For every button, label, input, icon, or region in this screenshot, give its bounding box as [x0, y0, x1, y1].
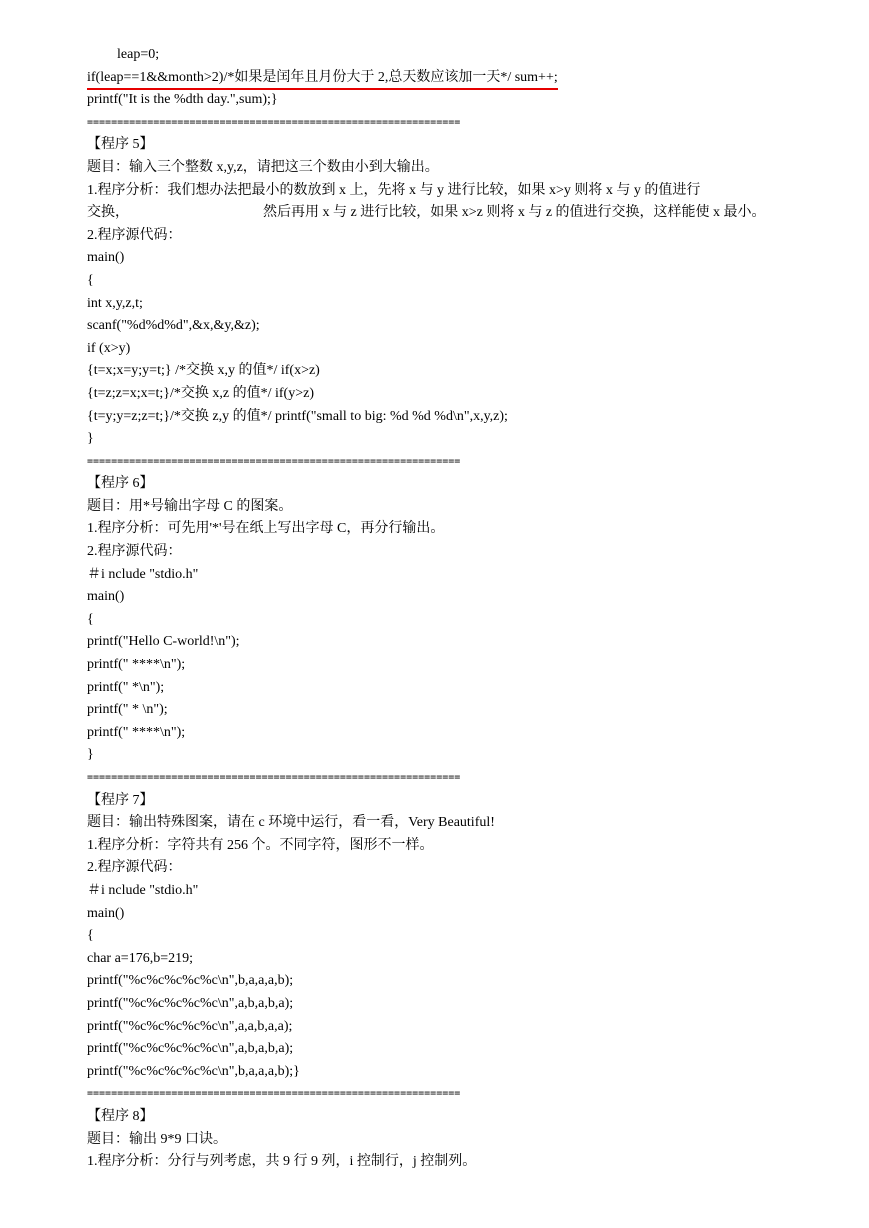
- code-line: printf("%c%c%c%c%c\n",b,a,a,a,b);}: [87, 1063, 300, 1079]
- analysis-text-part: 交换，: [87, 205, 129, 221]
- code-line: main(): [87, 905, 125, 921]
- code-line: printf("%c%c%c%c%c\n",b,a,a,a,b);: [87, 973, 294, 989]
- problem-statement: 题目：用*号输出字母 C 的图案。: [87, 498, 293, 514]
- source-heading: 2.程序源代码：: [87, 544, 182, 560]
- code-line: main(): [87, 250, 125, 266]
- code-line: }: [87, 431, 94, 447]
- analysis-text: 1.程序分析：我们想办法把最小的数放到 x 上，先将 x 与 y 进行比较，如果 x>y 则将 x 与 y 的值进行: [87, 182, 701, 198]
- section-heading: 【程序 8】: [87, 1108, 154, 1124]
- code-line: printf("%c%c%c%c%c\n",a,b,a,b,a);: [87, 1041, 294, 1057]
- problem-statement: 题目：输出特殊图案，请在 c 环境中运行，看一看，Very Beautiful!: [87, 815, 495, 831]
- analysis-text-continued: [87, 202, 787, 225]
- code-line: printf("%c%c%c%c%c\n",a,a,b,a,a);: [87, 1018, 293, 1034]
- code-line: printf("%c%c%c%c%c\n",a,b,a,b,a);: [87, 995, 294, 1011]
- code-line: printf(" * \n");: [87, 702, 168, 718]
- code-line: printf("It is the %dth day.",sum);}: [87, 92, 278, 108]
- source-heading: 2.程序源代码：: [87, 227, 182, 243]
- code-line: int x,y,z,t;: [87, 295, 143, 311]
- code-line: printf(" *\n");: [87, 679, 165, 695]
- problem-statement: 题目：输入三个整数 x,y,z，请把这三个数由小到大输出。: [87, 159, 439, 175]
- document-page: [87, 44, 787, 1174]
- code-line: if (x>y): [87, 340, 131, 356]
- analysis-text: 1.程序分析：可先用'*'号在纸上写出字母 C，再分行输出。: [87, 521, 445, 537]
- analysis-text: 1.程序分析：分行与列考虑，共 9 行 9 列，i 控制行，j 控制列。: [87, 1154, 477, 1170]
- code-line: {t=x;x=y;y=t;} /*交换 x,y 的值*/ if(x>z): [87, 363, 320, 379]
- separator-line: ==============================================================: [87, 1088, 461, 1100]
- source-heading: 2.程序源代码：: [87, 860, 182, 876]
- code-line: printf("Hello C-world!\n");: [87, 634, 240, 650]
- analysis-text: 1.程序分析：字符共有 256 个。不同字符，图形不一样。: [87, 837, 434, 853]
- red-underline-annotation: if(leap==1&&month>2)/*如果是闰年且月份大于 2,总天数应该加一天*/ sum++;: [87, 68, 558, 90]
- code-line: char a=176,b=219;: [87, 950, 193, 966]
- code-line: main(): [87, 589, 125, 605]
- code-line: {: [87, 272, 94, 288]
- code-line: ＃i nclude "stdio.h": [87, 882, 199, 898]
- code-line: {t=y;y=z;z=t;}/*交换 z,y 的值*/ printf("small to big: %d %d %d\n",x,y,z);: [87, 408, 508, 424]
- problem-statement: 题目：输出 9*9 口诀。: [87, 1131, 227, 1147]
- code-line: }: [87, 747, 94, 763]
- separator-line: ==============================================================: [87, 116, 461, 128]
- separator-line: ==============================================================: [87, 772, 461, 783]
- code-line: leap=0;: [117, 47, 160, 62]
- section-heading: 【程序 7】: [87, 792, 154, 808]
- section-heading: 【程序 6】: [87, 476, 154, 492]
- separator-line: ==============================================================: [87, 455, 461, 467]
- code-line: {: [87, 928, 94, 944]
- highlighted-code-line: [87, 67, 787, 90]
- analysis-text-part: 然后再用 x 与 z 进行比较，如果 x>z 则将 x 与 z 的值进行交换，这样能使 x 最小。: [263, 205, 766, 221]
- section-heading: 【程序 5】: [87, 137, 154, 153]
- code-line: printf(" ****\n");: [87, 657, 186, 673]
- code-line: printf(" ****\n");: [87, 724, 186, 740]
- code-line: scanf("%d%d%d",&x,&y,&z);: [87, 318, 260, 334]
- code-line: ＃i nclude "stdio.h": [87, 566, 199, 582]
- code-line: {t=z;z=x;x=t;}/*交换 x,z 的值*/ if(y>z): [87, 385, 314, 401]
- code-line: {: [87, 611, 94, 627]
